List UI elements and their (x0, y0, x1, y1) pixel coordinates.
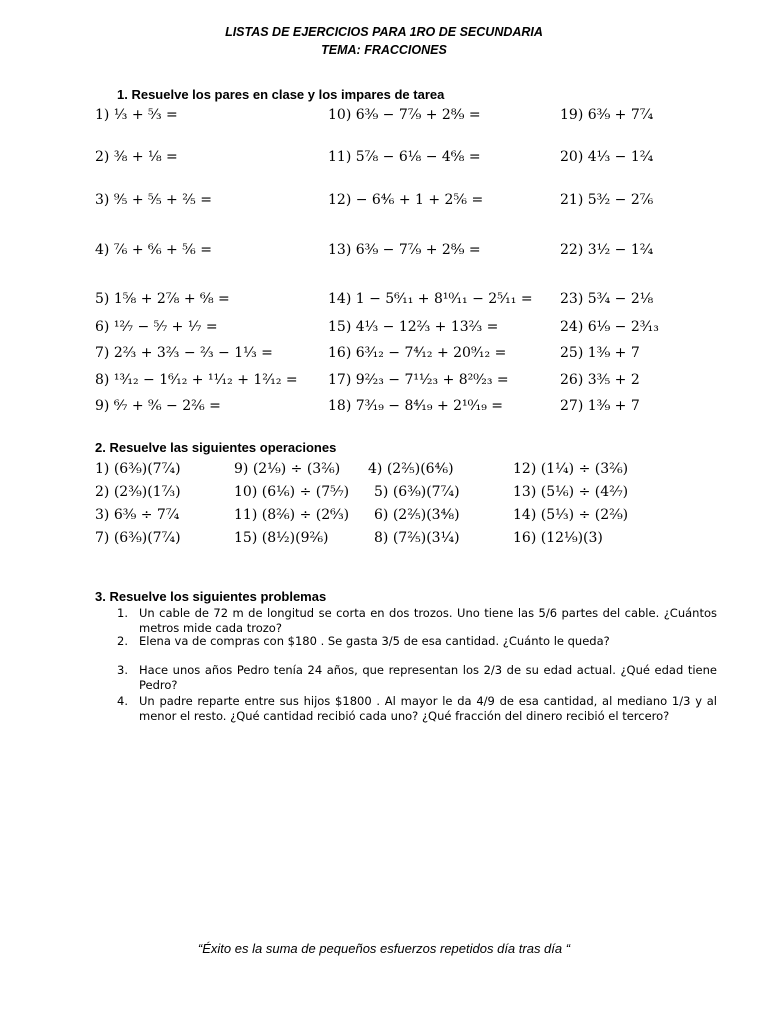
exercise-1-20: 20) 4¹⁄₃ − 1²⁄₄ (560, 149, 654, 165)
exercise-1-15: 15) 4¹⁄₃ − 12²⁄₃ + 13²⁄₃ = (328, 319, 499, 335)
section-2-heading: 2. Resuelve las siguientes operaciones (95, 440, 337, 455)
exercise-1-3: 3) ⁹⁄₅ + ⁵⁄₅ + ²⁄₅ = (95, 192, 212, 208)
operation-2-15: 15) (8¹⁄₂)(9²⁄₆) (234, 530, 329, 546)
exercise-1-4: 4) ⁷⁄₆ + ⁶⁄₆ + ⁵⁄₆ = (95, 242, 212, 258)
exercise-1-11: 11) 5⁷⁄₈ − 6¹⁄₈ − 4⁶⁄₈ = (328, 149, 481, 165)
page-subtitle: TEMA: FRACCIONES (321, 43, 447, 57)
operation-2-12: 12) (1¹⁄₄) ÷ (3²⁄₆) (513, 461, 629, 477)
operation-2-2: 2) (2³⁄₉)(1⁷⁄₃) (95, 484, 181, 500)
exercise-1-17: 17) 9²⁄₂₃ − 7¹¹⁄₂₃ + 8²⁰⁄₂₃ = (328, 372, 509, 388)
footer-quote: “Éxito es la suma de pequeños esfuerzos repetidos día tras día “ (197, 941, 571, 956)
operation-2-13: 13) (5¹⁄₆) ÷ (4²⁄₇) (513, 484, 629, 500)
exercise-1-8: 8) ¹³⁄₁₂ − 1⁶⁄₁₂ + ¹¹⁄₁₂ + 1²⁄₁₂ = (95, 372, 298, 388)
exercise-1-12: 12) − 6⁴⁄₆ + 1 + 2⁵⁄₆ = (328, 192, 484, 208)
problem-text: Un padre reparte entre sus hijos $1800 . Al mayor le da 4/9 de esa cantidad, al mediano 1/3 y al menor el resto. ¿Qué cantidad recibió cada uno? ¿Qué fracción del dinero recibió el tercero? (139, 694, 717, 723)
exercise-1-9: 9) ⁶⁄₇ + ⁹⁄₆ − 2²⁄₆ = (95, 398, 221, 414)
operation-2-3: 3) 6³⁄₉ ÷ 7⁷⁄₄ (95, 507, 180, 523)
exercise-1-21: 21) 5³⁄₂ − 2⁷⁄₆ (560, 192, 654, 208)
exercise-1-6: 6) ¹²⁄₇ − ⁵⁄₇ + ¹⁄₇ = (95, 319, 218, 335)
exercise-1-19: 19) 6³⁄₉ + 7⁷⁄₄ (560, 107, 654, 123)
operation-2-10: 10) (6¹⁄₆) ÷ (7⁵⁄₇) (234, 484, 350, 500)
exercise-1-1: 1) ¹⁄₃ + ⁵⁄₃ = (95, 107, 178, 123)
exercise-1-7: 7) 2²⁄₃ + 3²⁄₃ − ²⁄₃ − 1¹⁄₃ = (95, 345, 273, 361)
operation-2-16: 16) (12¹⁄₉)(3) (513, 530, 603, 546)
operation-2-6: 6) (2²⁄₅)(3⁴⁄₈) (374, 507, 460, 523)
exercise-1-14: 14) 1 − 5⁶⁄₁₁ + 8¹⁰⁄₁₁ − 2⁵⁄₁₁ = (328, 291, 533, 307)
problem-number: 2. (117, 634, 128, 648)
problem-text: Elena va de compras con $180 . Se gasta 3/5 de esa cantidad. ¿Cuánto le queda? (139, 634, 610, 648)
operation-2-9: 9) (2¹⁄₉) ÷ (3²⁄₆) (234, 461, 341, 477)
operation-2-5: 5) (6³⁄₉)(7⁷⁄₄) (374, 484, 460, 500)
operation-2-11: 11) (8²⁄₆) ÷ (2⁶⁄₃) (234, 507, 350, 523)
exercise-1-27: 27) 1³⁄₉ + 7 (560, 398, 640, 414)
problem-number: 1. (117, 606, 128, 620)
exercise-1-13: 13) 6³⁄₉ − 7⁷⁄₉ + 2⁸⁄₉ = (328, 242, 481, 258)
operation-2-4: 4) (2²⁄₅)(6⁴⁄₆) (368, 461, 454, 477)
problem-text: Hace unos años Pedro tenía 24 años, que representan los 2/3 de su edad actual. ¿Qué edad tiene Pedro? (139, 663, 717, 692)
exercise-1-18: 18) 7³⁄₁₉ − 8⁴⁄₁₉ + 2¹⁰⁄₁₉ = (328, 398, 504, 414)
problem-number: 4. (117, 694, 128, 708)
section-3-heading: 3. Resuelve los siguientes problemas (95, 589, 327, 604)
exercise-1-25: 25) 1³⁄₉ + 7 (560, 345, 640, 361)
operation-2-1: 1) (6³⁄₉)(7⁷⁄₄) (95, 461, 181, 477)
exercise-1-2: 2) ³⁄₈ + ¹⁄₈ = (95, 149, 178, 165)
exercise-1-23: 23) 5³⁄₄ − 2¹⁄₈ (560, 291, 654, 307)
section-1-heading: 1. Resuelve los pares en clase y los impares de tarea (117, 87, 445, 102)
exercise-1-22: 22) 3¹⁄₂ − 1²⁄₄ (560, 242, 654, 258)
exercise-1-10: 10) 6³⁄₉ − 7⁷⁄₉ + 2⁸⁄₉ = (328, 107, 481, 123)
problem-number: 3. (117, 663, 128, 677)
exercise-1-5: 5) 1⁵⁄₈ + 2⁷⁄₈ + ⁶⁄₈ = (95, 291, 230, 307)
operation-2-14: 14) (5¹⁄₃) ÷ (2²⁄₉) (513, 507, 629, 523)
exercise-1-24: 24) 6¹⁄₉ − 2³⁄₁₃ (560, 319, 659, 335)
operation-2-8: 8) (7²⁄₅)(3¹⁄₄) (374, 530, 460, 546)
exercise-1-16: 16) 6³⁄₁₂ − 7⁴⁄₁₂ + 20⁹⁄₁₂ = (328, 345, 507, 361)
exercise-1-26: 26) 3³⁄₅ + 2 (560, 372, 640, 388)
problem-text: Un cable de 72 m de longitud se corta en dos trozos. Uno tiene las 5/6 partes del cable. ¿Cuántos metros mide cada trozo? (139, 606, 717, 635)
page-title: LISTAS DE EJERCICIOS PARA 1RO DE SECUNDARIA (225, 25, 543, 39)
operation-2-7: 7) (6³⁄₉)(7⁷⁄₄) (95, 530, 181, 546)
